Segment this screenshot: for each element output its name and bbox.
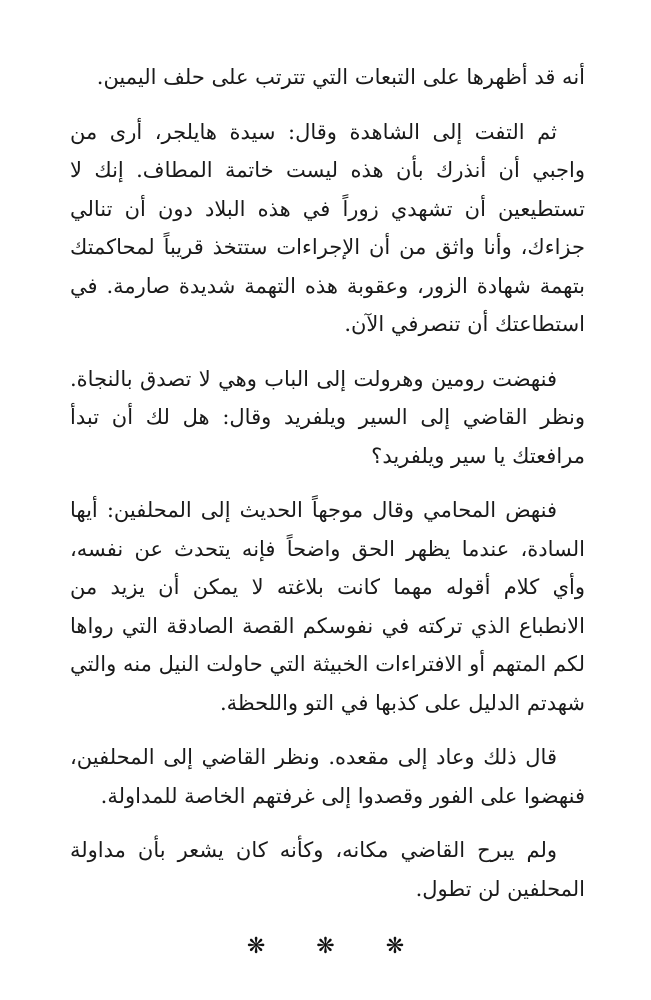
section-divider-asterisks: ❋ ❋ ❋: [246, 934, 427, 959]
paragraph-3: فنهضت رومين وهرولت إلى الباب وهي لا تصدق بالنجاة. ونظر القاضي إلى السير ويلفريد وقال: هل لك أن تبدأ مرافعتك يا سير ويلفريد؟: [70, 366, 585, 468]
book-page-text: [70, 58, 585, 924]
paragraph-5: قال ذلك وعاد إلى مقعده. ونظر القاضي إلى المحلفين، فنهضوا على الفور وقصدوا إلى غرفتهم الخاصة للمداولة.: [70, 745, 585, 808]
paragraph-1: أنه قد أظهرها على التبعات التي تترتب على حلف اليمين.: [96, 65, 585, 89]
paragraph-6: ولم يبرح القاضي مكانه، وكأنه كان يشعر بأن مداولة المحلفين لن تطول.: [70, 838, 585, 901]
paragraph-4: فنهض المحامي وقال موجهاً الحديث إلى المحلفين: أيها السادة، عندما يظهر الحق واضحاً فإنه يتحدث عن نفسه، وأي كلام أقوله مهما كانت بلاغته لا يمكن أن يزيد من الانطباع الذي تركته في نفوسكم القصة الصادقة التي رواها لكم المتهم أو الافتراءات الخبيثة التي حاولت النيل منه والتي شهدتم الدليل على كذبها في التو واللحظة.: [70, 498, 585, 715]
paragraph-2: ثم التفت إلى الشاهدة وقال: سيدة هايلجر، أرى من واجبي أن أنذرك بأن هذه ليست خاتمة المطاف. إنك لا تستطيعين أن تشهدي زوراً في هذه البلاد دون أن تنالي جزاءك، وأنا واثق من أن الإجراءات ستتخذ قريباً لمحاكمتك بتهمة شهادة الزور، وعقوبة هذه التهمة شديدة صارمة. في استطاعتك أن تنصرفي الآن.: [70, 119, 585, 336]
